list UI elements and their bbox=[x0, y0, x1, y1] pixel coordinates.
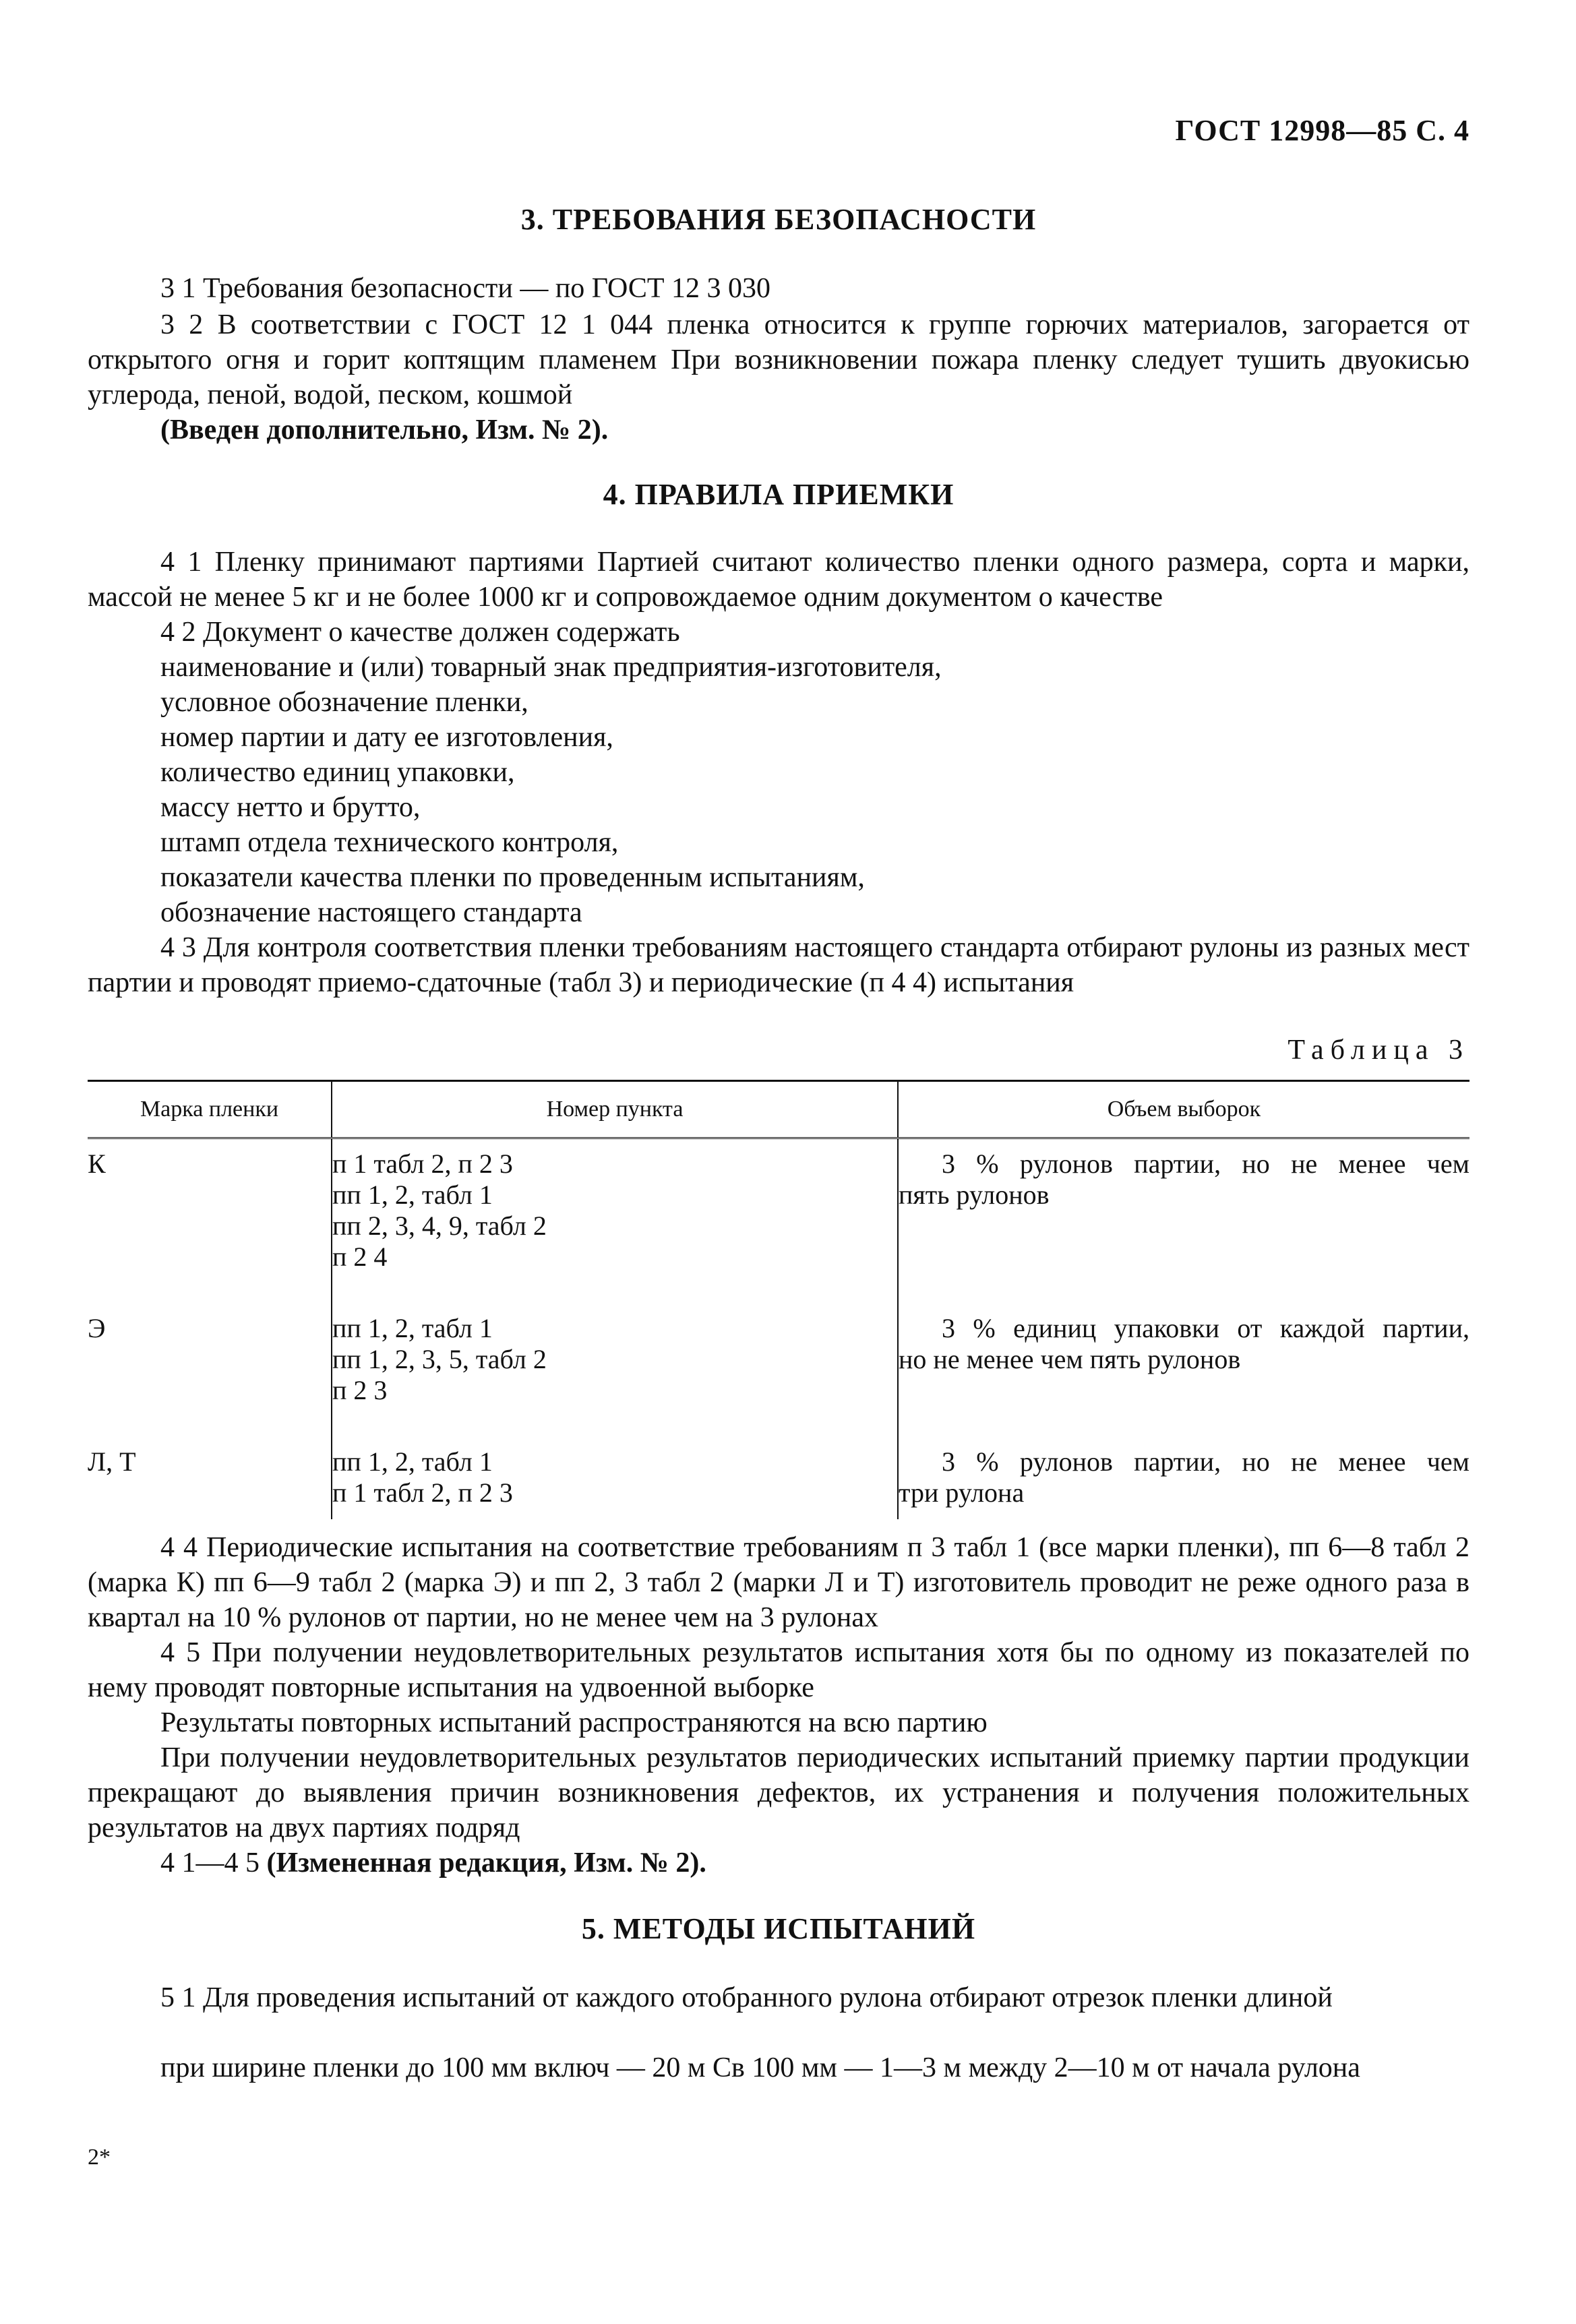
amendment-range: 4 1—4 5 bbox=[160, 1847, 260, 1878]
paragraph-4-5-periodic: При получении неудовлетворительных результатов периодических испытаний приемку партии продукции прекращают до выявления причин возникновения дефектов, их устранения и получения положительных результатов на двух партиях подряд bbox=[88, 1742, 1469, 1843]
column-header: Объем выборок bbox=[898, 1081, 1469, 1138]
table-row bbox=[88, 1313, 1469, 1446]
list-item: наименование и (или) товарный знак предприятия-изготовителя, bbox=[160, 652, 942, 683]
table-cell-items bbox=[332, 1313, 898, 1446]
paragraph-3-2: 3 2 В соответствии с ГОСТ 12 1 044 пленка относится к группе горючих материалов, загорается от открытого огня и горит коптящим пламенем При возникновении пожара пленку следует тушить двуокисью углерода, пеной, водой, песком, кошмой bbox=[88, 309, 1469, 410]
amendment-text: (Измененная редакция, Изм. № 2). bbox=[266, 1847, 706, 1878]
section-4-title: 4. ПРАВИЛА ПРИЕМКИ bbox=[603, 478, 954, 511]
table-cell-items bbox=[332, 1446, 898, 1519]
paragraph-5-1-length: при ширине пленки до 100 мм включ — 20 м Св 100 мм — 1—3 м между 2—10 м от начала рулона bbox=[160, 2052, 1360, 2083]
table-cell-volume bbox=[898, 1138, 1469, 1314]
amendment-note-3: (Введен дополнительно, Изм. № 2). bbox=[160, 415, 609, 446]
cell-line: п 2 3 bbox=[332, 1375, 388, 1405]
list-item: условное обозначение пленки, bbox=[160, 687, 528, 718]
list-item: количество единиц упаковки, bbox=[160, 757, 515, 788]
list-item: штамп отдела технического контроля, bbox=[160, 827, 619, 858]
cell-line: пп 1, 2, 3, 5, табл 2 bbox=[332, 1344, 547, 1374]
list-item: номер партии и дату ее изготовления, bbox=[160, 722, 613, 753]
page-footer-mark: 2* bbox=[88, 2145, 111, 2170]
sampling-table bbox=[88, 1080, 1469, 1519]
paragraph-4-2: 4 2 Документ о качестве должен содержать bbox=[160, 617, 680, 648]
table-header-row bbox=[88, 1081, 1469, 1138]
paragraph-4-5-results: Результаты повторных испытаний распространяются на всю партию bbox=[160, 1707, 988, 1738]
table-cell-volume bbox=[898, 1446, 1469, 1519]
table-cell-mark: Э bbox=[88, 1313, 106, 1343]
paragraph-5-1: 5 1 Для проведения испытаний от каждого отобранного рулона отбирают отрезок пленки длиной bbox=[160, 1982, 1333, 2013]
cell-line: пп 1, 2, табл 1 bbox=[332, 1446, 493, 1477]
section-5-title: 5. МЕТОДЫ ИСПЫТАНИЙ bbox=[581, 1912, 976, 1945]
paragraph-4-3: 4 3 Для контроля соответствия пленки требованиям настоящего стандарта отбирают рулоны из разных мест партии и проводят приемо-сдаточные (табл 3) и периодические (п 4 4) испытания bbox=[88, 932, 1469, 998]
cell-line: пп 1, 2, табл 1 bbox=[332, 1180, 493, 1210]
paragraph-4-4: 4 4 Периодические испытания на соответствие требованиям п 3 табл 1 (все марки пленки), пп 6—8 табл 2 (марка К) пп 6—9 табл 2 (марка Э) и пп 2, 3 табл 2 (марки Л и Т) изготовитель проводит не реже одного раза в квартал на 10 % рулонов от партии, но не менее чем на 3 рулонах bbox=[88, 1532, 1469, 1633]
cell-line: 3 % рулонов партии, но не менее чем bbox=[942, 1446, 1469, 1477]
paragraph-4-1: 4 1 Пленку принимают партиями Партией считают количество пленки одного размера, сорта и марки, массой не менее 5 кг и не более 1000 кг и сопровождаемое одним документом о качестве bbox=[88, 547, 1469, 613]
cell-line: пять рулонов bbox=[899, 1180, 1050, 1210]
cell-line: п 1 табл 2, п 2 3 bbox=[332, 1149, 513, 1179]
cell-line: п 2 4 bbox=[332, 1242, 388, 1272]
cell-line: пп 1, 2, табл 1 bbox=[332, 1313, 493, 1343]
list-item: массу нетто и брутто, bbox=[160, 792, 421, 823]
table-cell-mark: Л, Т bbox=[88, 1446, 136, 1477]
table-cell-mark: К bbox=[88, 1149, 106, 1179]
paragraph-4-5: 4 5 При получении неудовлетворительных результатов испытания хотя бы по одному из показателей по нему проводят повторные испытания на удвоенной выборке bbox=[88, 1637, 1469, 1703]
list-item: обозначение настоящего стандарта bbox=[160, 897, 582, 928]
column-header: Марка пленки bbox=[88, 1081, 332, 1138]
table-row bbox=[88, 1138, 1469, 1314]
table-row bbox=[88, 1446, 1469, 1519]
page-header: ГОСТ 12998—85 С. 4 bbox=[1175, 114, 1469, 147]
list-item: показатели качества пленки по проведенным испытаниям, bbox=[160, 862, 865, 893]
cell-line: три рулона bbox=[899, 1477, 1025, 1508]
column-header: Номер пункта bbox=[332, 1081, 898, 1138]
cell-line: пп 2, 3, 4, 9, табл 2 bbox=[332, 1211, 547, 1241]
table-cell-volume bbox=[898, 1313, 1469, 1446]
cell-line: но не менее чем пять рулонов bbox=[899, 1344, 1241, 1374]
cell-line: 3 % единиц упаковки от каждой партии, bbox=[942, 1313, 1469, 1343]
cell-line: п 1 табл 2, п 2 3 bbox=[332, 1477, 513, 1508]
document-page bbox=[88, 0, 1469, 2324]
paragraph-3-1: 3 1 Требования безопасности — по ГОСТ 12 3 030 bbox=[160, 273, 771, 304]
cell-line: 3 % рулонов партии, но не менее чем bbox=[942, 1149, 1469, 1179]
table-caption: Таблица 3 bbox=[1287, 1035, 1469, 1066]
section-3-title: 3. ТРЕБОВАНИЯ БЕЗОПАСНОСТИ bbox=[520, 203, 1037, 236]
table-cell-items bbox=[332, 1138, 898, 1314]
amendment-note-4 bbox=[160, 1845, 1469, 1880]
